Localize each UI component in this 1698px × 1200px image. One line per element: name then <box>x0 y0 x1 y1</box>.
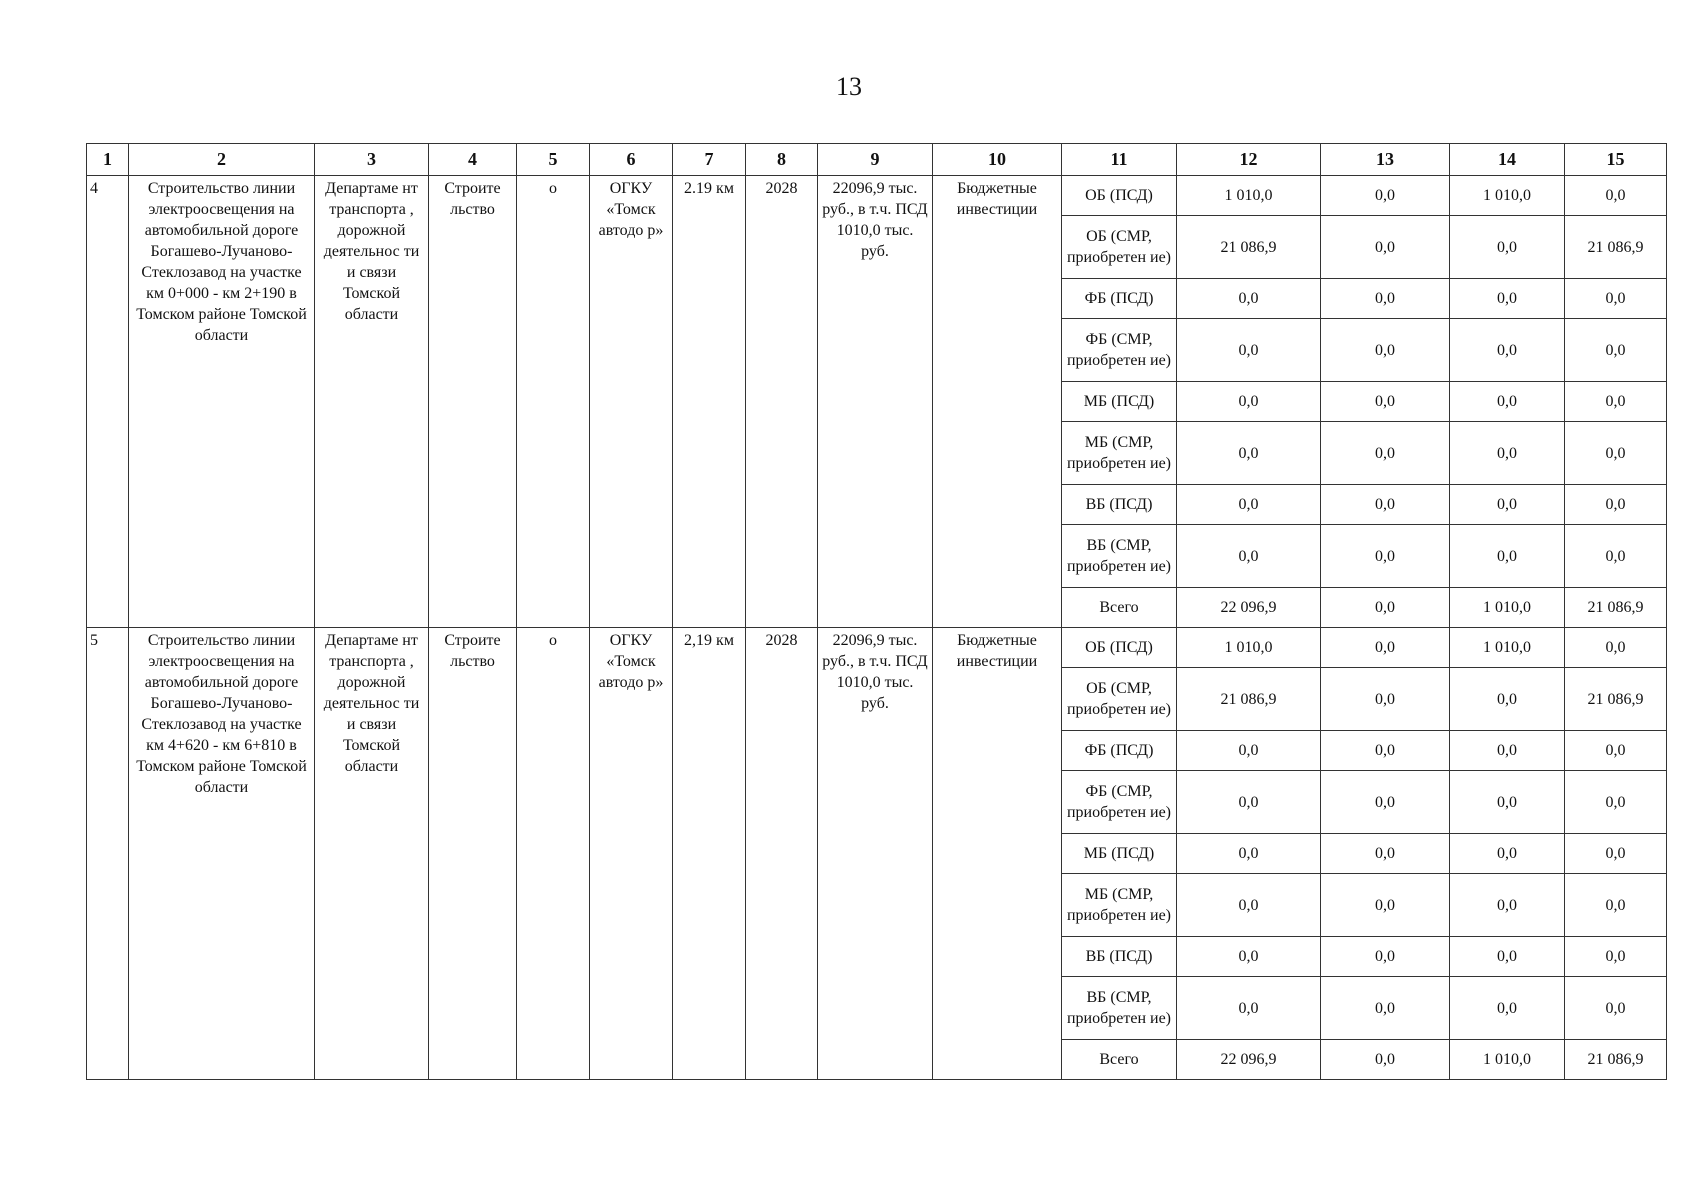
funding-source-cell: ФБ (ПСД) <box>1062 731 1177 771</box>
funding-source-cell: ВБ (СМР, приобретен ие) <box>1062 977 1177 1040</box>
col13-value-cell: 0,0 <box>1321 937 1450 977</box>
table-row <box>87 176 1667 216</box>
page-number: 13 <box>836 72 862 101</box>
estimated-cost-cell: 22096,9 тыс. руб., в т.ч. ПСД 1010,0 тыс. руб. <box>818 176 933 628</box>
year-cell: 2028 <box>746 176 818 628</box>
col12-value-cell: 0,0 <box>1177 977 1321 1040</box>
col15-value-cell: 0,0 <box>1565 485 1667 525</box>
col15-value-cell: 0,0 <box>1565 937 1667 977</box>
col15-value-cell: 0,0 <box>1565 977 1667 1040</box>
header-cell: 3 <box>315 144 429 176</box>
col14-value-cell: 0,0 <box>1450 937 1565 977</box>
col15-value-cell: 21 086,9 <box>1565 1040 1667 1080</box>
item-number-cell: 5 <box>87 628 129 1080</box>
col12-value-cell: 21 086,9 <box>1177 668 1321 731</box>
col13-value-cell: 0,0 <box>1321 834 1450 874</box>
col5-mark-cell: о <box>517 628 590 1080</box>
customer-cell: ОГКУ «Томск автодо р» <box>590 628 673 1080</box>
funding-source-cell: МБ (ПСД) <box>1062 834 1177 874</box>
col12-value-cell: 0,0 <box>1177 382 1321 422</box>
col12-value-cell: 0,0 <box>1177 319 1321 382</box>
funding-source-cell: ОБ (СМР, приобретен ие) <box>1062 668 1177 731</box>
funding-source-cell: ВБ (СМР, приобретен ие) <box>1062 525 1177 588</box>
col14-value-cell: 0,0 <box>1450 668 1565 731</box>
capacity-cell: 2,19 км <box>673 628 746 1080</box>
funding-source-cell: Всего <box>1062 1040 1177 1080</box>
col14-value-cell: 0,0 <box>1450 319 1565 382</box>
capacity-cell: 2.19 км <box>673 176 746 628</box>
funding-source-cell: ОБ (ПСД) <box>1062 628 1177 668</box>
col15-value-cell: 0,0 <box>1565 319 1667 382</box>
funding-source-cell: ВБ (ПСД) <box>1062 485 1177 525</box>
col15-value-cell: 21 086,9 <box>1565 668 1667 731</box>
col15-value-cell: 0,0 <box>1565 771 1667 834</box>
col15-value-cell: 0,0 <box>1565 279 1667 319</box>
estimated-cost-cell: 22096,9 тыс. руб., в т.ч. ПСД 1010,0 тыс. руб. <box>818 628 933 1080</box>
col13-value-cell: 0,0 <box>1321 668 1450 731</box>
funding-source-cell: Всего <box>1062 588 1177 628</box>
col14-value-cell: 1 010,0 <box>1450 588 1565 628</box>
header-cell: 11 <box>1062 144 1177 176</box>
header-cell: 5 <box>517 144 590 176</box>
col13-value-cell: 0,0 <box>1321 628 1450 668</box>
col13-value-cell: 0,0 <box>1321 485 1450 525</box>
funding-source-cell: МБ (ПСД) <box>1062 382 1177 422</box>
col12-value-cell: 0,0 <box>1177 422 1321 485</box>
col14-value-cell: 0,0 <box>1450 485 1565 525</box>
col13-value-cell: 0,0 <box>1321 382 1450 422</box>
investment-table <box>86 143 1667 1080</box>
col14-value-cell: 0,0 <box>1450 382 1565 422</box>
col13-value-cell: 0,0 <box>1321 216 1450 279</box>
col13-value-cell: 0,0 <box>1321 176 1450 216</box>
funding-source-cell: ОБ (ПСД) <box>1062 176 1177 216</box>
col12-value-cell: 22 096,9 <box>1177 1040 1321 1080</box>
col13-value-cell: 0,0 <box>1321 422 1450 485</box>
col5-mark-cell: о <box>517 176 590 628</box>
col12-value-cell: 1 010,0 <box>1177 628 1321 668</box>
header-cell: 4 <box>429 144 517 176</box>
col15-value-cell: 0,0 <box>1565 731 1667 771</box>
funding-form-cell: Бюджетные инвестиции <box>933 628 1062 1080</box>
col15-value-cell: 21 086,9 <box>1565 216 1667 279</box>
col13-value-cell: 0,0 <box>1321 279 1450 319</box>
work-type-cell: Строите льство <box>429 176 517 628</box>
col13-value-cell: 0,0 <box>1321 588 1450 628</box>
header-cell: 2 <box>129 144 315 176</box>
responsible-party-cell: Департаме нт транспорта , дорожной деятельнос ти и связи Томской области <box>315 176 429 628</box>
col13-value-cell: 0,0 <box>1321 731 1450 771</box>
col14-value-cell: 0,0 <box>1450 525 1565 588</box>
col14-value-cell: 0,0 <box>1450 422 1565 485</box>
funding-source-cell: ОБ (СМР, приобретен ие) <box>1062 216 1177 279</box>
col14-value-cell: 1 010,0 <box>1450 1040 1565 1080</box>
year-cell: 2028 <box>746 628 818 1080</box>
col12-value-cell: 22 096,9 <box>1177 588 1321 628</box>
header-cell: 15 <box>1565 144 1667 176</box>
col13-value-cell: 0,0 <box>1321 1040 1450 1080</box>
object-name-cell: Строительство линии электроосвещения на автомобильной дороге Богашево-Лучаново-Стеклозавод на участке км 0+000 - км 2+190 в Томском районе Томской области <box>129 176 315 628</box>
col15-value-cell: 0,0 <box>1565 628 1667 668</box>
col12-value-cell: 0,0 <box>1177 525 1321 588</box>
col13-value-cell: 0,0 <box>1321 525 1450 588</box>
col12-value-cell: 0,0 <box>1177 771 1321 834</box>
responsible-party-cell: Департаме нт транспорта , дорожной деятельнос ти и связи Томской области <box>315 628 429 1080</box>
col13-value-cell: 0,0 <box>1321 874 1450 937</box>
col13-value-cell: 0,0 <box>1321 771 1450 834</box>
col14-value-cell: 0,0 <box>1450 977 1565 1040</box>
col15-value-cell: 0,0 <box>1565 834 1667 874</box>
col14-value-cell: 0,0 <box>1450 834 1565 874</box>
col12-value-cell: 21 086,9 <box>1177 216 1321 279</box>
col15-value-cell: 0,0 <box>1565 422 1667 485</box>
customer-cell: ОГКУ «Томск автодо р» <box>590 176 673 628</box>
col12-value-cell: 0,0 <box>1177 731 1321 771</box>
header-row <box>87 144 1667 176</box>
header-cell: 7 <box>673 144 746 176</box>
col14-value-cell: 0,0 <box>1450 771 1565 834</box>
col14-value-cell: 0,0 <box>1450 279 1565 319</box>
funding-source-cell: ФБ (ПСД) <box>1062 279 1177 319</box>
header-cell: 14 <box>1450 144 1565 176</box>
col14-value-cell: 0,0 <box>1450 216 1565 279</box>
object-name-cell: Строительство линии электроосвещения на автомобильной дороге Богашево-Лучаново-Стеклозавод на участке км 4+620 - км 6+810 в Томском районе Томской области <box>129 628 315 1080</box>
col15-value-cell: 0,0 <box>1565 176 1667 216</box>
col13-value-cell: 0,0 <box>1321 977 1450 1040</box>
header-cell: 1 <box>87 144 129 176</box>
col12-value-cell: 0,0 <box>1177 485 1321 525</box>
table-body <box>87 176 1667 1080</box>
header-cell: 12 <box>1177 144 1321 176</box>
col14-value-cell: 1 010,0 <box>1450 628 1565 668</box>
funding-source-cell: МБ (СМР, приобретен ие) <box>1062 874 1177 937</box>
header-cell: 10 <box>933 144 1062 176</box>
funding-form-cell: Бюджетные инвестиции <box>933 176 1062 628</box>
col12-value-cell: 0,0 <box>1177 874 1321 937</box>
col12-value-cell: 0,0 <box>1177 279 1321 319</box>
funding-source-cell: МБ (СМР, приобретен ие) <box>1062 422 1177 485</box>
header-cell: 9 <box>818 144 933 176</box>
header-cell: 13 <box>1321 144 1450 176</box>
table-row <box>87 628 1667 668</box>
col15-value-cell: 0,0 <box>1565 382 1667 422</box>
col14-value-cell: 0,0 <box>1450 874 1565 937</box>
funding-source-cell: ФБ (СМР, приобретен ие) <box>1062 771 1177 834</box>
funding-source-cell: ВБ (ПСД) <box>1062 937 1177 977</box>
col14-value-cell: 0,0 <box>1450 731 1565 771</box>
item-number-cell: 4 <box>87 176 129 628</box>
col12-value-cell: 0,0 <box>1177 937 1321 977</box>
funding-source-cell: ФБ (СМР, приобретен ие) <box>1062 319 1177 382</box>
col15-value-cell: 21 086,9 <box>1565 588 1667 628</box>
header-cell: 8 <box>746 144 818 176</box>
col15-value-cell: 0,0 <box>1565 874 1667 937</box>
work-type-cell: Строите льство <box>429 628 517 1080</box>
col12-value-cell: 0,0 <box>1177 834 1321 874</box>
col15-value-cell: 0,0 <box>1565 525 1667 588</box>
header-cell: 6 <box>590 144 673 176</box>
col14-value-cell: 1 010,0 <box>1450 176 1565 216</box>
col12-value-cell: 1 010,0 <box>1177 176 1321 216</box>
col13-value-cell: 0,0 <box>1321 319 1450 382</box>
